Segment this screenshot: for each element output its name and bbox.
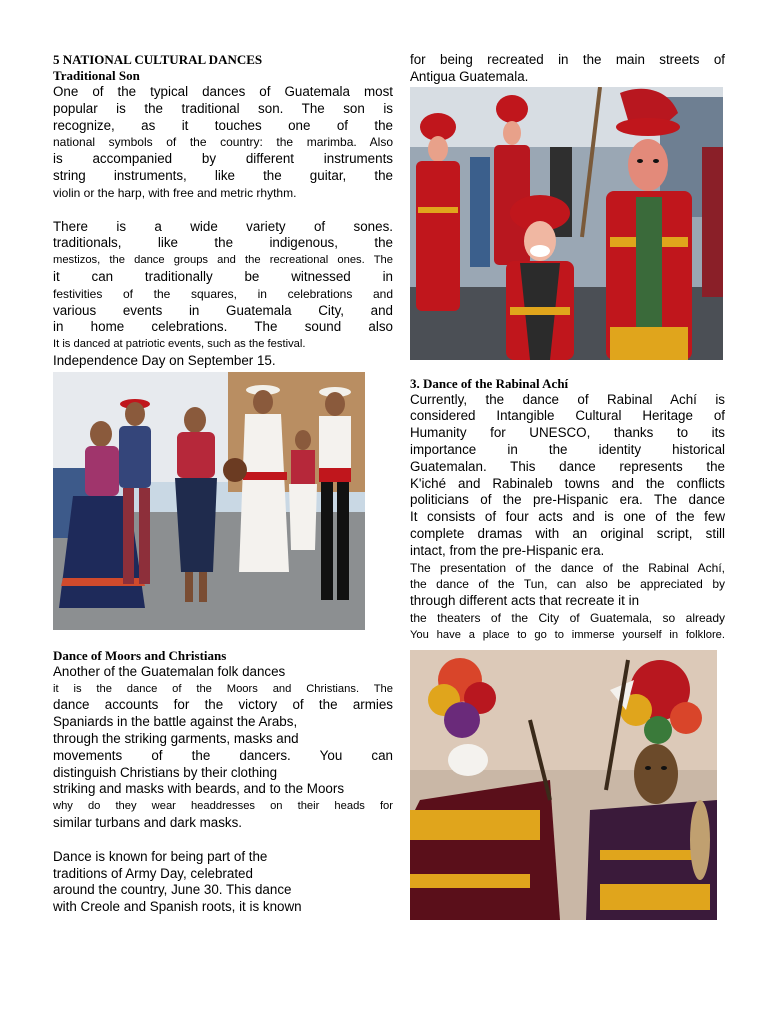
text-line: through different acts that recreate it in: [410, 593, 640, 609]
text-line: Another of the Guatemalan folk dances: [53, 663, 286, 679]
text-line: why do they wear headdresses on their heads for: [53, 800, 393, 813]
text-line: national symbols of the country: the marimba. Also: [53, 135, 393, 150]
text-line: Antigua Guatemala.: [410, 68, 529, 84]
text-line: festivities of the squares, in celebrations and: [53, 286, 393, 301]
son-paragraph-1: [53, 84, 393, 202]
text-line: The presentation of the dance of the Rabinal Achí,: [410, 560, 725, 575]
text-line: is accompanied by different instruments: [53, 151, 393, 167]
left-column: [53, 52, 393, 916]
text-line: various events in Guatemala City, and: [53, 302, 393, 318]
text-line: striking and masks with beards, and to the Moors: [53, 781, 345, 797]
text-line: Guatemalan. This dance represents the: [410, 458, 725, 474]
text-line: the theaters of the City of Guatemala, so already: [410, 610, 725, 625]
text-line: It is danced at patriotic events, such as the festival.: [53, 338, 306, 351]
text-line: It consists of four acts and is one of the few: [410, 509, 725, 525]
text-line: it can traditionally be witnessed in: [53, 268, 393, 284]
text-line: dance accounts for the victory of the armies: [53, 697, 393, 713]
section-title-rabinal-achi: 3. Dance of the Rabinal Achí: [410, 375, 569, 391]
section-title-traditional-son: Traditional Son: [53, 68, 140, 83]
moors-paragraph-1: [53, 664, 393, 832]
text-line: for being recreated in the main streets of: [410, 52, 725, 67]
text-line: You have a place to go to immerse yourself in folklore.: [410, 628, 725, 641]
text-line: considered Intangible Cultural Heritage of: [410, 408, 725, 424]
text-line: Humanity for UNESCO, thanks to its: [410, 425, 725, 441]
text-line: Independence Day on September 15.: [53, 352, 276, 368]
rabinal-achi-photo: [410, 650, 717, 920]
text-line: traditionals, like the indigenous, the: [53, 235, 393, 251]
section-title-moors-christians: Dance of Moors and Christians: [53, 647, 227, 663]
text-line: traditions of Army Day, celebrated: [53, 865, 253, 881]
text-line: One of the typical dances of Guatemala most: [53, 84, 393, 99]
son-dancers-photo: [53, 372, 365, 630]
text-line: Dance is known for being part of the: [53, 848, 268, 864]
text-line: it is the dance of the Moors and Christians. The: [53, 682, 393, 695]
document-heading: 5 NATIONAL CULTURAL DANCES: [53, 52, 263, 67]
text-line: importance in the identity historical: [410, 441, 725, 457]
text-line: Currently, the dance of Rabinal Achí is: [410, 391, 725, 407]
text-line: recognize, as it touches one of the: [53, 117, 393, 133]
text-line: intact, from the pre-Hispanic era.: [410, 542, 605, 558]
moors-paragraph-2: [53, 849, 393, 916]
masked-dancers-photo: [410, 87, 723, 360]
text-line: the dance of the Tun, can also be appreciated by: [410, 577, 725, 592]
text-line: with Creole and Spanish roots, it is known: [53, 899, 302, 915]
text-line: politicians of the pre-Hispanic era. The dance: [410, 492, 725, 508]
text-line: popular is the traditional son. The son is: [53, 100, 393, 116]
text-line: mestizos, the dance groups and the recreational ones. The: [53, 254, 393, 267]
rabinal-achi-illustration: [410, 650, 717, 920]
masked-dancers-illustration: [410, 87, 723, 360]
text-line: distinguish Christians by their clothing: [53, 764, 278, 780]
text-line: Spaniards in the battle against the Arabs,: [53, 714, 298, 730]
son-dancers-illustration: [53, 372, 365, 630]
son-paragraph-2: [53, 219, 393, 370]
text-line: movements of the dancers. You can: [53, 747, 393, 763]
text-line: around the country, June 30. This dance: [53, 882, 292, 898]
text-line: complete dramas with an original script, still: [410, 525, 725, 541]
text-line: string instruments, like the guitar, the: [53, 167, 393, 183]
text-line: There is a wide variety of sones.: [53, 218, 393, 234]
text-line: violin or the harp, with free and metric rhythm.: [53, 185, 297, 200]
text-line: similar turbans and dark masks.: [53, 814, 243, 830]
rabinal-paragraph: [410, 392, 725, 644]
text-line: in home celebrations. The sound also: [53, 319, 393, 335]
text-line: through the striking garments, masks and: [53, 730, 299, 746]
right-column: [410, 52, 725, 920]
text-line: K'iché and Rabinaleb towns and the conflicts: [410, 475, 725, 491]
moors-continuation: [410, 52, 725, 86]
